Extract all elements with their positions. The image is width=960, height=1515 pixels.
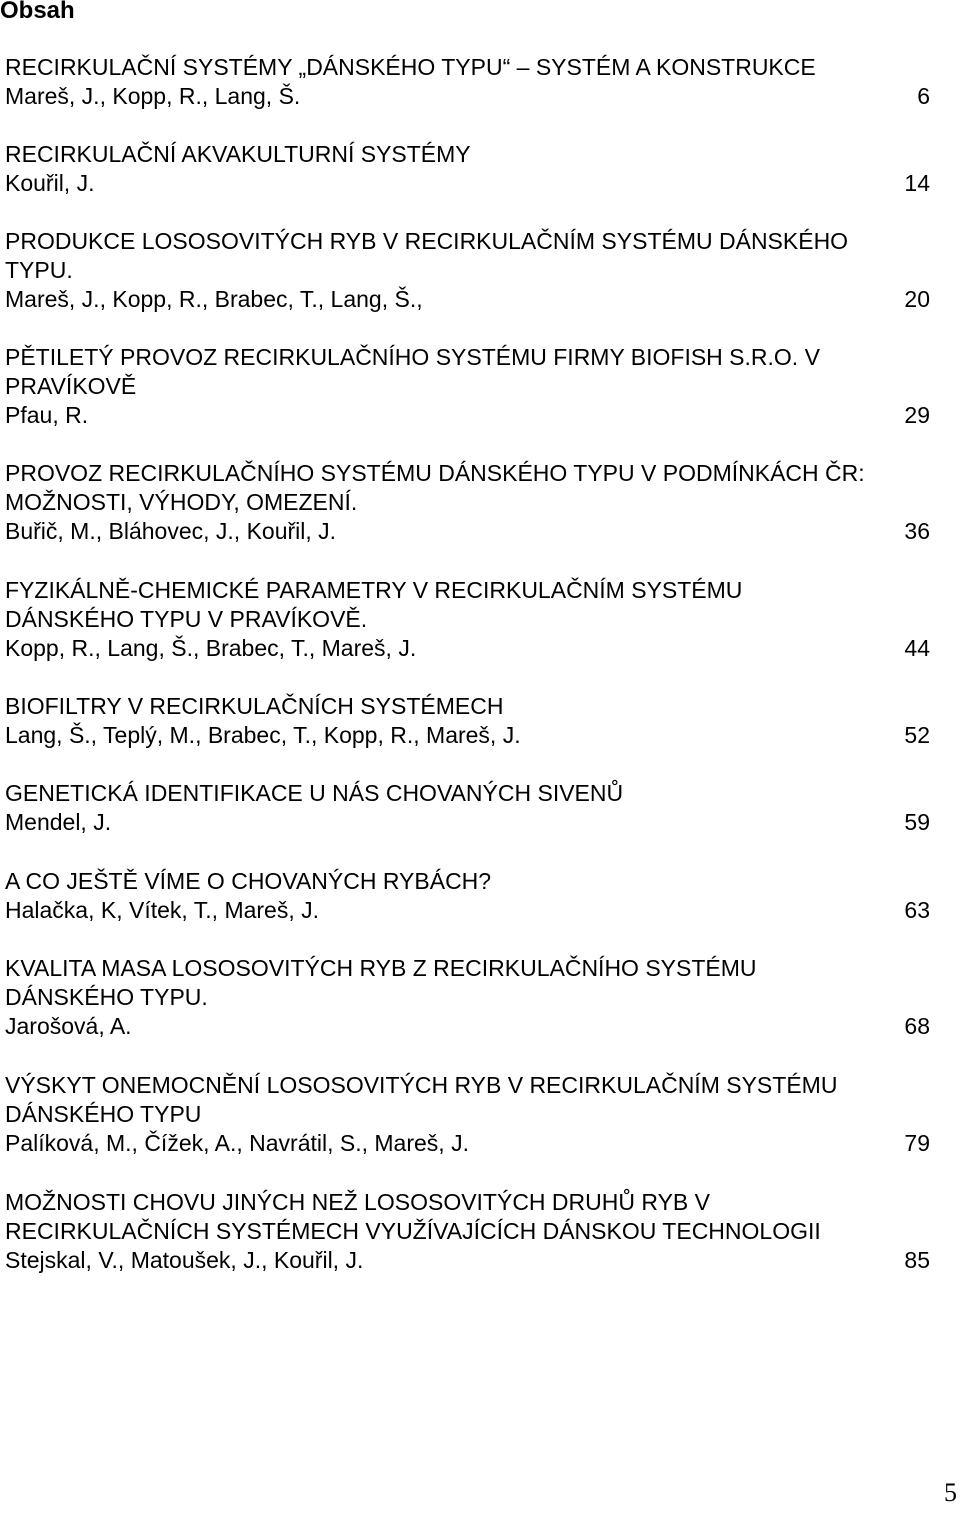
entry-title: FYZIKÁLNĚ-CHEMICKÉ PARAMETRY V RECIRKULAČNÍM SYSTÉMU [5,577,743,603]
toc-entry[interactable] [5,692,930,750]
toc-entry[interactable] [5,53,930,111]
entry-title: BIOFILTRY V RECIRKULAČNÍCH SYSTÉMECH [5,693,504,719]
toc-entry[interactable] [5,954,930,1041]
entry-page-number: 14 [904,170,930,196]
entry-title: PĚTILETÝ PROVOZ RECIRKULAČNÍHO SYSTÉMU FIRMY BIOFISH S.R.O. V [5,344,820,370]
entry-title: PROVOZ RECIRKULAČNÍHO SYSTÉMU DÁNSKÉHO TYPU V PODMÍNKÁCH ČR: [5,460,865,486]
entry-title-continued: TYPU. [5,257,73,283]
toc-entry[interactable] [5,459,930,546]
entry-title: RECIRKULAČNÍ SYSTÉMY „DÁNSKÉHO TYPU“ – SYSTÉM A KONSTRUKCE [5,54,816,80]
toc-entry[interactable] [5,140,930,198]
entry-authors: Stejskal, V., Matoušek, J., Kouřil, J. [5,1247,364,1273]
entry-authors: Kopp, R., Lang, Š., Brabec, T., Mareš, J. [5,635,417,661]
entry-authors: Lang, Š., Teplý, M., Brabec, T., Kopp, R., Mareš, J. [5,722,521,748]
entry-page-number: 79 [904,1130,930,1156]
entry-page-number: 52 [904,722,930,748]
entry-title: PRODUKCE LOSOSOVITÝCH RYB V RECIRKULAČNÍM SYSTÉMU DÁNSKÉHO [5,228,849,254]
entry-authors: Pfau, R. [5,402,89,428]
entry-page-number: 36 [904,518,930,544]
toc-entry[interactable] [5,343,930,430]
entry-authors: Mareš, J., Kopp, R., Brabec, T., Lang, Š., [5,286,423,312]
toc-entry[interactable] [5,779,930,837]
entry-title-continued: RECIRKULAČNÍCH SYSTÉMECH VYUŽÍVAJÍCÍCH DÁNSKOU TECHNOLOGII [5,1218,821,1244]
toc-heading: Obsah [0,0,75,24]
entry-page-number: 6 [917,83,930,109]
toc-entry[interactable] [5,576,930,663]
toc-entry[interactable] [5,1071,930,1158]
entry-title-continued: MOŽNOSTI, VÝHODY, OMEZENÍ. [5,489,358,515]
entry-authors: Jarošová, A. [5,1013,132,1039]
entry-authors: Kouřil, J. [5,170,95,196]
entry-title-continued: DÁNSKÉHO TYPU. [5,984,208,1010]
entry-authors: Buřič, M., Bláhovec, J., Kouřil, J. [5,518,337,544]
entry-title: A CO JEŠTĚ VÍME O CHOVANÝCH RYBÁCH? [5,868,492,894]
toc-entry[interactable] [5,867,930,925]
entry-authors: Halačka, K, Vítek, T., Mareš, J. [5,897,320,923]
entry-authors: Palíková, M., Čížek, A., Navrátil, S., Mareš, J. [5,1130,469,1156]
entry-page-number: 85 [904,1247,930,1273]
toc-entry[interactable] [5,227,930,314]
toc-entry[interactable] [5,1188,930,1275]
entry-title: RECIRKULAČNÍ AKVAKULTURNÍ SYSTÉMY [5,141,471,167]
entry-page-number: 44 [904,635,930,661]
document-page-number: 5 [944,1478,957,1507]
entry-page-number: 59 [904,809,930,835]
entry-title: GENETICKÁ IDENTIFIKACE U NÁS CHOVANÝCH SIVENŮ [5,780,624,806]
entry-title-continued: DÁNSKÉHO TYPU [5,1101,202,1127]
entry-page-number: 29 [904,402,930,428]
entry-title: MOŽNOSTI CHOVU JINÝCH NEŽ LOSOSOVITÝCH DRUHŮ RYB V [5,1189,710,1215]
entry-title: VÝSKYT ONEMOCNĚNÍ LOSOSOVITÝCH RYB V RECIRKULAČNÍM SYSTÉMU [5,1072,838,1098]
entry-page-number: 63 [904,897,930,923]
entry-authors: Mareš, J., Kopp, R., Lang, Š. [5,83,301,109]
entry-page-number: 68 [904,1013,930,1039]
entry-title: KVALITA MASA LOSOSOVITÝCH RYB Z RECIRKULAČNÍHO SYSTÉMU [5,955,757,981]
entry-title-continued: PRAVÍKOVĚ [5,373,137,399]
entry-authors: Mendel, J. [5,809,112,835]
entry-title-continued: DÁNSKÉHO TYPU V PRAVÍKOVĚ. [5,606,368,632]
entry-page-number: 20 [904,286,930,312]
